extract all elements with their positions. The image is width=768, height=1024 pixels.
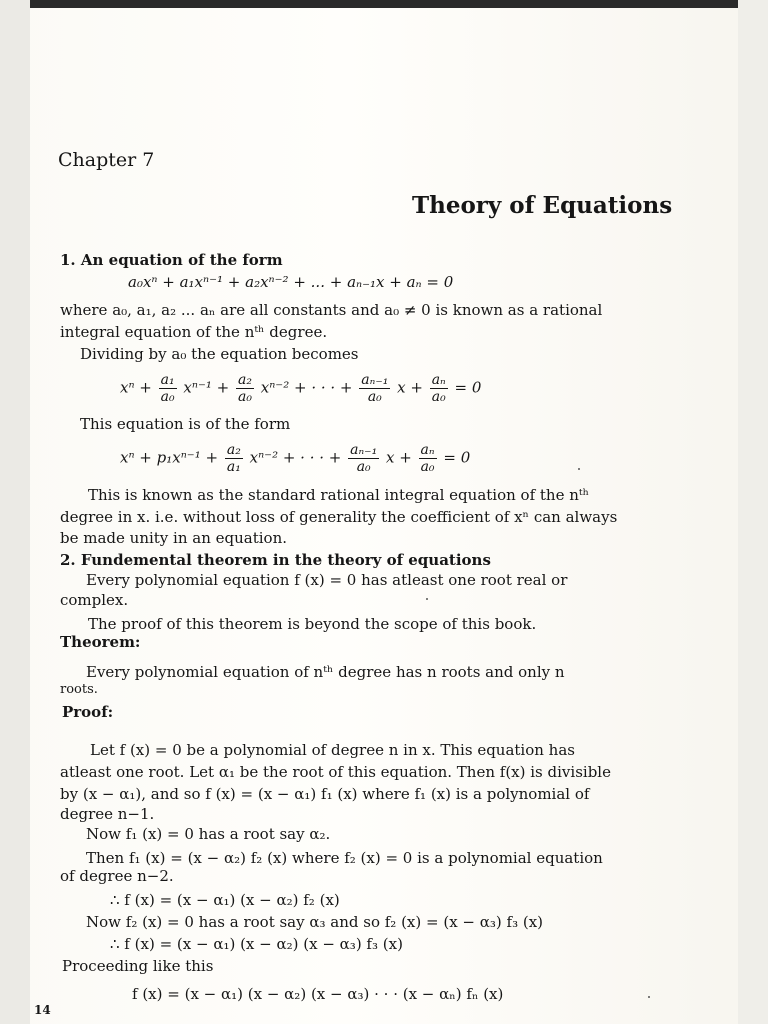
numerator: aₙ₋₁ [350,442,378,458]
eq-term: = 0 [454,378,482,397]
text-line: atleast one root. Let α₁ be the root of this equation. Then f(x) is divisible [60,763,611,781]
text-line: Then f₁ (x) = (x − α₂) f₂ (x) where f₂ (x) = 0 is a polynomial equation [86,849,603,867]
text-line: Every polynomial equation of nᵗʰ degree has n roots and only n [86,663,565,681]
fraction [359,372,390,405]
page-number: 14 [34,1003,51,1017]
scan-top-border [0,0,768,8]
section-1-heading: 1. An equation of the form [60,251,283,269]
denominator: a₀ [160,389,175,405]
denominator: a₀ [420,459,435,475]
text-line: f (x) = (x − α₁) (x − α₂) (x − α₃) · · · (x − αₙ) fₙ (x) [132,985,504,1003]
text-line: Now f₁ (x) = 0 has a root say α₂. [86,825,331,843]
numerator: aₙ [420,442,435,458]
denominator: a₀ [238,389,252,405]
eq-term: xⁿ⁻² + · · · + [249,448,342,467]
numerator: a₁ [160,372,175,388]
scan-speck [578,468,580,470]
numerator: a₂ [226,442,241,458]
eq-term: x + [385,448,412,467]
numerator: a₂ [238,372,252,388]
eq-term: = 0 [443,448,471,467]
section-2-heading: 2. Fundemental theorem in the theory of equations [60,551,491,569]
text-line: Every polynomial equation f (x) = 0 has atleast one root real or [86,571,568,589]
text-line: Proceeding like this [62,957,214,975]
numerator: aₙ [431,372,446,388]
chapter-title: Theory of Equations [412,192,673,219]
numerator: aₙ₋₁ [361,372,389,388]
eq-term: xⁿ + p₁xⁿ⁻¹ + [120,448,219,467]
equation-standard-form [120,442,470,475]
equation-divided-form [120,372,481,405]
denominator: a₀ [356,459,371,475]
text-line: degree in x. i.e. without loss of generality the coefficient of xⁿ can always [60,508,618,526]
scan-speck [648,996,650,998]
proof-label: Proof: [62,703,114,721]
eq-term: xⁿ⁻¹ + [183,378,230,397]
page-left-margin-shadow [0,0,30,1024]
fraction [348,442,379,475]
fraction [225,442,243,475]
denominator: a₀ [367,389,382,405]
text-line: roots. [60,682,98,697]
text-line: The proof of this theorem is beyond the scope of this book. [88,615,537,633]
text-line: Let f (x) = 0 be a polynomial of degree n in x. This equation has [90,741,575,759]
denominator: a₁ [226,459,241,475]
text-line: ∴ f (x) = (x − α₁) (x − α₂) f₂ (x) [110,891,340,909]
eq-term: x + [397,378,423,397]
eq-term: xⁿ + [120,378,152,397]
text-line: Dividing by a₀ the equation becomes [80,345,359,363]
chapter-label: Chapter 7 [58,149,155,171]
theorem-label: Theorem: [60,633,141,651]
text-line: where a₀, a₁, a₂ ... aₙ are all constants and a₀ ≠ 0 is known as a rational [60,301,603,319]
denominator: a₀ [431,389,446,405]
fraction [430,372,448,405]
fraction [419,442,437,475]
text-line: Now f₂ (x) = 0 has a root say α₃ and so f₂ (x) = (x − α₃) f₃ (x) [86,913,544,931]
text-line: integral equation of the nᵗʰ degree. [60,323,328,341]
fraction [159,372,177,405]
eq-term: xⁿ⁻² + · · · + [260,378,353,397]
scan-speck [426,598,428,600]
page-right-margin-shadow [738,0,768,1024]
text-line: be made unity in an equation. [60,529,288,547]
text-line: complex. [60,591,129,609]
text-line: by (x − α₁), and so f (x) = (x − α₁) f₁ (x) where f₁ (x) is a polynomial of [60,785,590,803]
equation-general-form: a₀xⁿ + a₁xⁿ⁻¹ + a₂xⁿ⁻² + ... + aₙ₋₁x + aₙ = 0 [128,273,454,291]
fraction [236,372,254,405]
text-line: This equation is of the form [80,415,291,433]
text-line: degree n−1. [60,805,155,823]
text-line: of degree n−2. [60,867,174,885]
text-line: ∴ f (x) = (x − α₁) (x − α₂) (x − α₃) f₃ (x) [110,935,403,953]
text-line: This is known as the standard rational integral equation of the nᵗʰ [88,486,590,504]
